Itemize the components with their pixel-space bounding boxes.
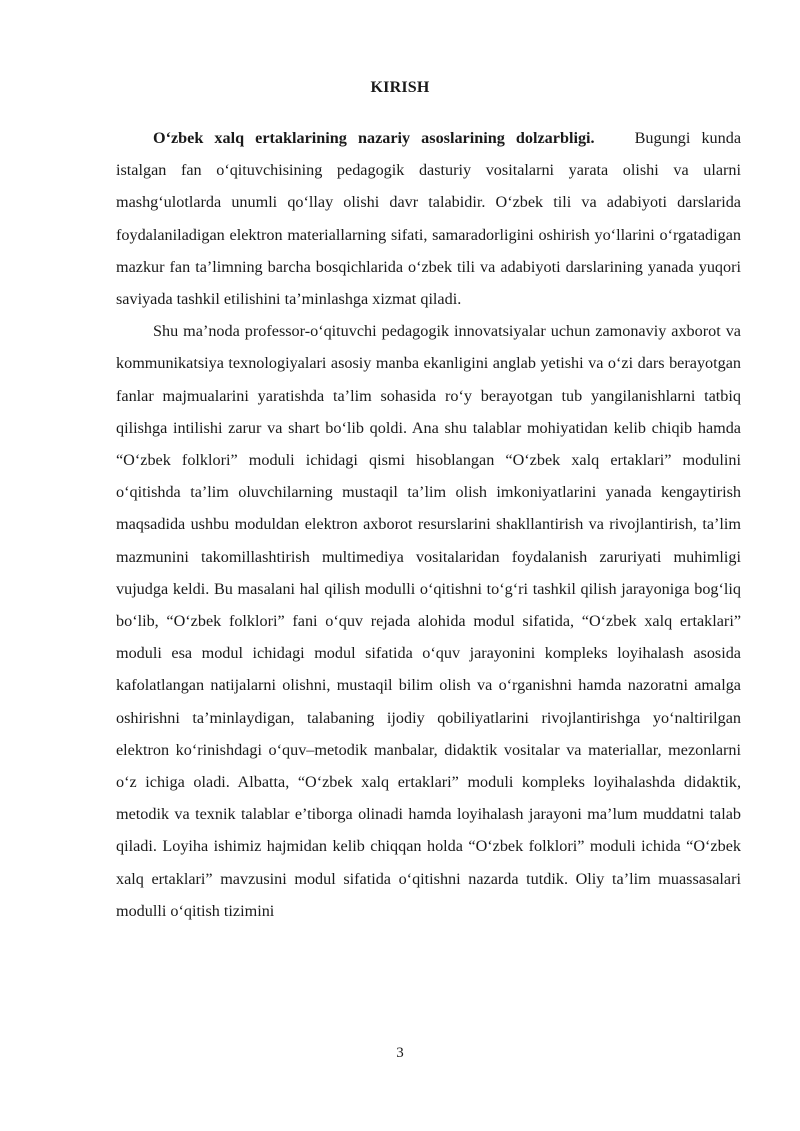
page-number: 3	[396, 1045, 404, 1061]
paragraph-2: Shu ma’noda professor-o‘qituvchi pedagogik innovatsiyalar uchun zamonaviy axborot va kommunikatsiya texnologiyalari asosiy manba ekanligini anglab yetishi va o‘zi dars berayotgan fanlar majmualarini yaratishda ta’lim sohasida ro‘y berayotgan tub yangilanishlarni tatbiq qilishga intilishi zarur va shart bo‘lib qoldi. Ana shu talablar mohiyatidan kelib chiqib hamda “O‘zbek folklori” moduli ichidagi qismi hisoblangan “O‘zbek xalq ertaklari” modulini o‘qitishda ta’lim oluvchilarning mustaqil ta’lim olish imkoniyatlarini yanada kengaytirish maqsadida ushbu moduldan elektron axborot resurslarini shakllantirish va rivojlantirish, ta’lim mazmunini takomillashtirish multimediya vositalaridan foydalanish zaruriyati muhimligi vujudga keldi. Bu masalani hal qilish modulli o‘qitishni to‘g‘ri tashkil qilish jarayoniga bog‘liq bo‘lib, “O‘zbek folklori” fani o‘quv rejada alohida modul sifatida, “O‘zbek xalq ertaklari” moduli esa modul ichidagi modul sifatida o‘quv jarayonini kompleks loyihalash asosida kafolatlangan natijalarni olishni, mustaqil bilim olish va o‘rganishni hamda nazoratni amalga oshirishni ta’minlaydigan, talabaning ijodiy qobiliyatlarini rivojlantirishga yo‘naltirilgan elektron ko‘rinishdagi o‘quv–metodik manbalar, didaktik vositalar va materiallar, mezonlarni o‘z ichiga oladi. Albatta, “O‘zbek xalq ertaklari” moduli kompleks loyihalashda didaktik, metodik va texnik talablar e’tiborga olinadi hamda loyihalash jarayoni ma’lum muddatni talab qiladi. Loyiha ishimiz hajmidan kelib chiqqan holda “O‘zbek folklori” moduli ichida “O‘zbek xalq ertaklari” mavzusini modul sifatida o‘qitishni nazarda tutdik. Oliy ta’lim muassasalari modulli o‘qitish tizimini	[116, 322, 741, 920]
paragraph-1-text: Bugungi kunda istalgan fan o‘qituvchisining pedagogik dasturiy vositalarni yarata olishi va ularni mashg‘ulotlarda unumli qo‘llay olishi davr talabidir. O‘zbek tili va adabiyoti darslarida foydalaniladigan elektron materiallarning sifati, samaradorligini oshirish yo‘llarini o‘rgatadigan mazkur fan ta’limning barcha bosqichlarida o‘zbek tili va adabiyoti darslarining yanada yuqori saviyada tashkil etilishini ta’minlashga xizmat qiladi.	[116, 129, 741, 309]
paragraph-1	[116, 122, 741, 315]
paragraph-lead-title: O‘zbek xalq ertaklarining nazariy asoslarining dolzarbligi.	[153, 129, 595, 147]
document-body	[116, 122, 741, 927]
section-heading: KIRISH	[370, 79, 430, 96]
